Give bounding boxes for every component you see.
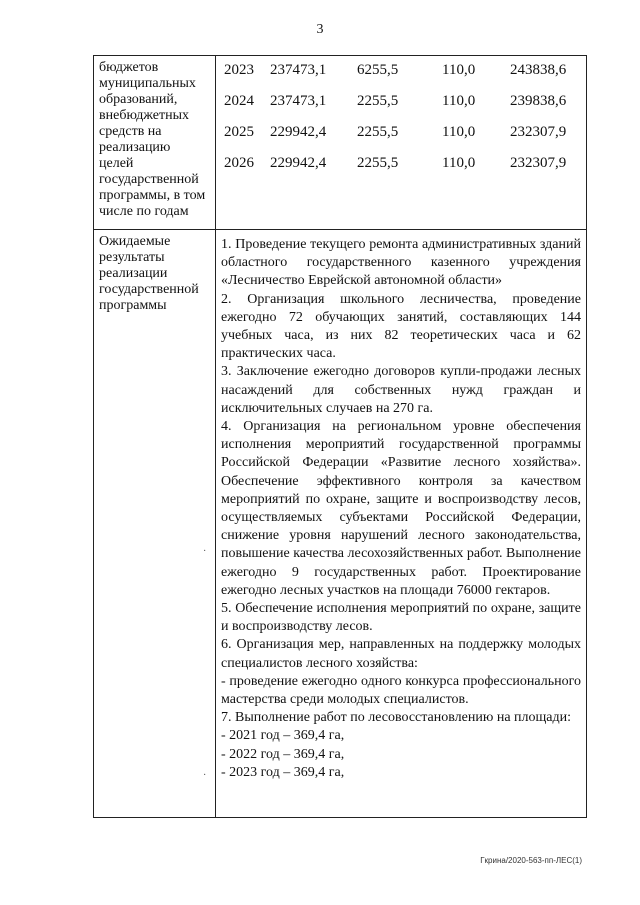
year-value: 2025: [224, 124, 254, 140]
column-divider: [215, 56, 216, 229]
label-line: целей: [99, 156, 134, 171]
budget-year-row: [220, 91, 582, 122]
reforestation-list-item: - 2022 год – 369,4 га,: [221, 746, 345, 762]
label-line: государственной: [99, 172, 199, 187]
label-line: внебюджетных: [99, 108, 190, 123]
label-line: результаты: [99, 250, 165, 265]
total-value: 232307,9: [510, 124, 567, 140]
reforestation-list-item: - 2021 год – 369,4 га,: [221, 728, 345, 744]
expected-results-label: [99, 234, 211, 314]
result-paragraph: 6. Организация мер, направленных на поддержку молодых специалистов лесного хозяйства:: [221, 637, 581, 671]
budget-year-rows: [220, 60, 582, 184]
amount-value: 6255,5: [357, 62, 399, 78]
reforestation-list-item: - 2023 год – 369,4 га,: [221, 764, 345, 780]
amount-value: 229942,4: [270, 155, 327, 171]
label-line: муниципальных: [99, 76, 196, 91]
label-line: образований,: [99, 92, 178, 107]
result-paragraph: 4. Организация на региональном уровне обеспечения исполнения мероприятий государственной программы Российской Федерации «Развитие лесного хозяйства». Обеспечение эффективного контроля за качеством мероприятий по охране, защите и воспроизводству лесов, осуществляемых субъектами Российской Федерации, снижение уровня нарушений лесного законодательства, повышение качества лесохозяйственных работ. Выполнение ежегодно 9 государственных работ. Проектирование ежегодно лесных участков на площади 76000 гектаров.: [221, 419, 581, 598]
column-divider: [215, 230, 216, 817]
label-line: Ожидаемые: [99, 234, 171, 249]
scan-speck: ·: [203, 546, 207, 557]
scan-speck: ·: [203, 770, 207, 781]
year-value: 2026: [224, 155, 254, 171]
label-line: реализации: [99, 266, 168, 281]
amount-value: 110,0: [442, 155, 476, 171]
label-line: средств на: [99, 124, 162, 139]
amount-value: 2255,5: [357, 93, 399, 109]
total-value: 232307,9: [510, 155, 567, 171]
amount-value: 229942,4: [270, 124, 327, 140]
amount-value: 2255,5: [357, 124, 399, 140]
amount-value: 237473,1: [270, 62, 327, 78]
result-paragraph: 5. Обеспечение исполнения мероприятий по охране, защите и воспроизводству лесов.: [221, 601, 581, 635]
budget-year-row: [220, 153, 582, 184]
result-paragraph: - проведение ежегодно одного конкурса профессионального мастерства среди молодых специалистов.: [221, 673, 581, 708]
year-value: 2023: [224, 62, 254, 78]
budget-row-label: [99, 60, 211, 220]
amount-value: 2255,5: [357, 155, 399, 171]
label-line: программы, в том: [99, 188, 206, 203]
budget-row: [94, 56, 586, 230]
program-passport-table: [93, 55, 587, 818]
result-paragraph: 7. Выполнение работ по лесовосстановлению на площади:: [221, 710, 572, 726]
amount-value: 110,0: [442, 124, 476, 140]
document-code: Гкрина/2020-563-пп-ЛЕС(1): [480, 856, 582, 865]
label-line: бюджетов: [99, 60, 159, 75]
expected-results-text: [221, 236, 581, 782]
label-line: программы: [99, 298, 167, 313]
label-line: реализацию: [99, 140, 171, 155]
total-value: 239838,6: [510, 93, 567, 109]
result-paragraph: 3. Заключение ежегодно договоров купли-продажи лесных насаждений для собственных нужд граждан и исключительных случаев на 270 га.: [221, 364, 581, 416]
budget-year-row: [220, 122, 582, 153]
result-paragraph: 1. Проведение текущего ремонта административных зданий областного государственного казенного учреждения «Лесничество Еврейской автономной области»: [221, 237, 581, 289]
result-paragraph: 2. Организация школьного лесничества, проведение ежегодно 72 обучающих занятий, составляющих 144 учебных часа, из них 82 теоретических часа и 62 практических часа.: [221, 291, 581, 362]
amount-value: 110,0: [442, 62, 476, 78]
total-value: 243838,6: [510, 62, 567, 78]
amount-value: 110,0: [442, 93, 476, 109]
label-line: числе по годам: [99, 204, 189, 219]
year-value: 2024: [224, 93, 254, 109]
expected-results-row: [94, 230, 586, 817]
budget-year-row: [220, 60, 582, 91]
label-line: государственной: [99, 282, 199, 297]
page-number: 3: [316, 22, 324, 37]
amount-value: 237473,1: [270, 93, 327, 109]
